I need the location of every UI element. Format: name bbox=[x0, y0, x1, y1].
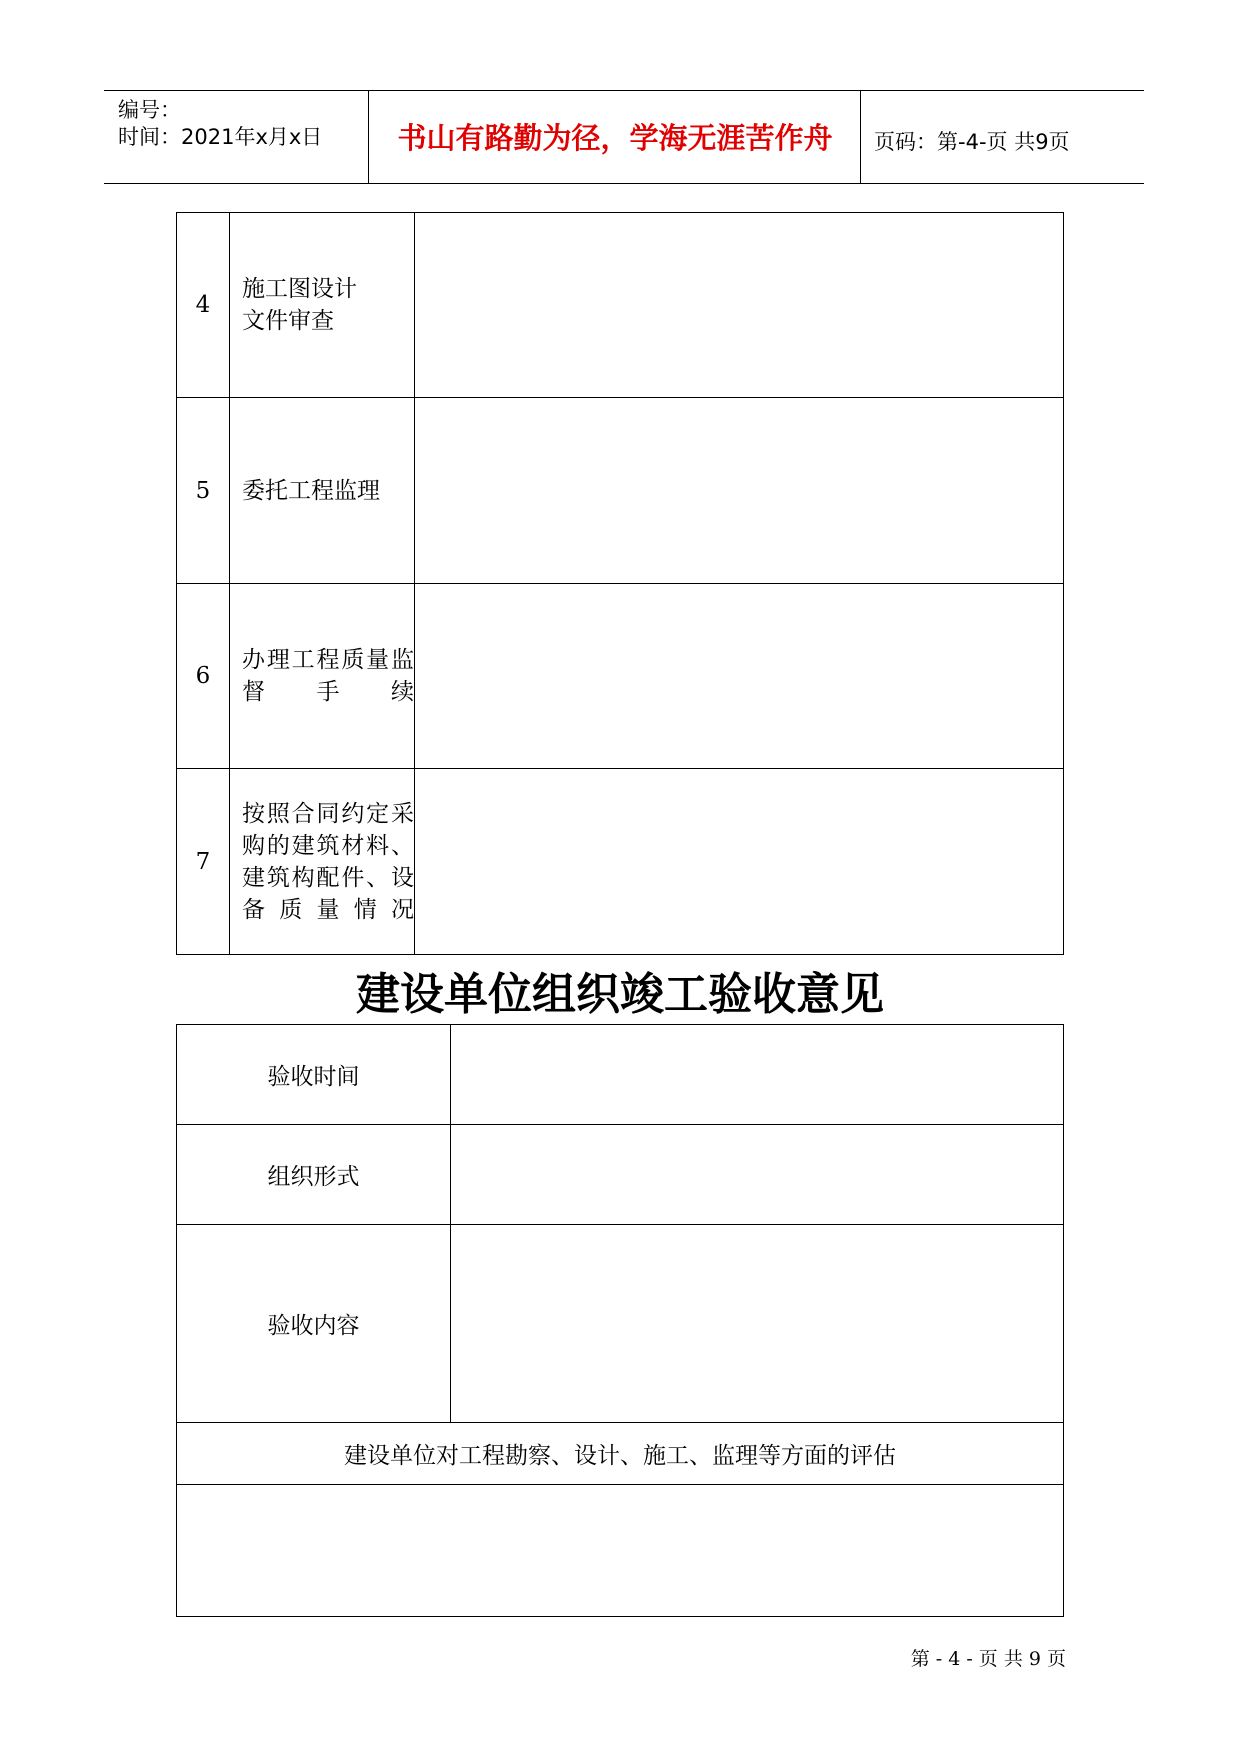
table-row bbox=[177, 769, 1064, 955]
document-time-label: 时间：2021年x月x日 bbox=[118, 125, 323, 149]
footer-page-number: 第 - 4 - 页 共 9 页 bbox=[910, 1648, 1066, 1670]
acceptance-content-row bbox=[177, 1225, 1064, 1423]
evaluation-row bbox=[177, 1485, 1064, 1617]
evaluation-heading: 建设单位对工程勘察、设计、施工、监理等方面的评估 bbox=[177, 1423, 1064, 1485]
header-divider-right bbox=[860, 90, 861, 184]
organization-form-field[interactable] bbox=[451, 1125, 1064, 1225]
item-name-text: 施工图设计文件审查 bbox=[242, 276, 357, 334]
item-name: 委托工程监理 bbox=[230, 398, 415, 584]
item-name: 按照合同约定采购的建筑材料、建筑构配件、设备质量情况 bbox=[230, 769, 415, 955]
item-name bbox=[230, 213, 415, 398]
organization-form-row bbox=[177, 1125, 1064, 1225]
items-table bbox=[176, 212, 1064, 955]
item-name: 办理工程质量监督手续 bbox=[230, 584, 415, 769]
item-number: 6 bbox=[177, 584, 230, 769]
item-content-cell[interactable] bbox=[415, 398, 1064, 584]
document-number-label: 编号： bbox=[118, 98, 181, 122]
item-content-cell[interactable] bbox=[415, 769, 1064, 955]
table-row bbox=[177, 398, 1064, 584]
acceptance-time-field[interactable] bbox=[451, 1025, 1064, 1125]
table-row bbox=[177, 584, 1064, 769]
section-title: 建设单位组织竣工验收意见 bbox=[356, 969, 884, 1020]
acceptance-content-label: 验收内容 bbox=[177, 1225, 451, 1423]
acceptance-time-label: 验收时间 bbox=[177, 1025, 451, 1125]
table-row bbox=[177, 213, 1064, 398]
header-motto: 书山有路勤为径，学海无涯苦作舟 bbox=[397, 121, 833, 155]
organization-form-label: 组织形式 bbox=[177, 1125, 451, 1225]
header-top-rule bbox=[104, 90, 1144, 91]
item-content-cell[interactable] bbox=[415, 584, 1064, 769]
header-page-indicator: 页码：第-4-页 共9页 bbox=[874, 130, 1070, 154]
evaluation-field[interactable] bbox=[177, 1485, 1064, 1617]
acceptance-content-field[interactable] bbox=[451, 1225, 1064, 1423]
header-bottom-rule bbox=[104, 183, 1144, 184]
acceptance-time-row bbox=[177, 1025, 1064, 1125]
item-number: 5 bbox=[177, 398, 230, 584]
acceptance-table bbox=[176, 1024, 1064, 1617]
evaluation-heading-row bbox=[177, 1423, 1064, 1485]
item-content-cell[interactable] bbox=[415, 213, 1064, 398]
item-number: 7 bbox=[177, 769, 230, 955]
item-number: 4 bbox=[177, 213, 230, 398]
header-divider-left bbox=[368, 90, 369, 184]
